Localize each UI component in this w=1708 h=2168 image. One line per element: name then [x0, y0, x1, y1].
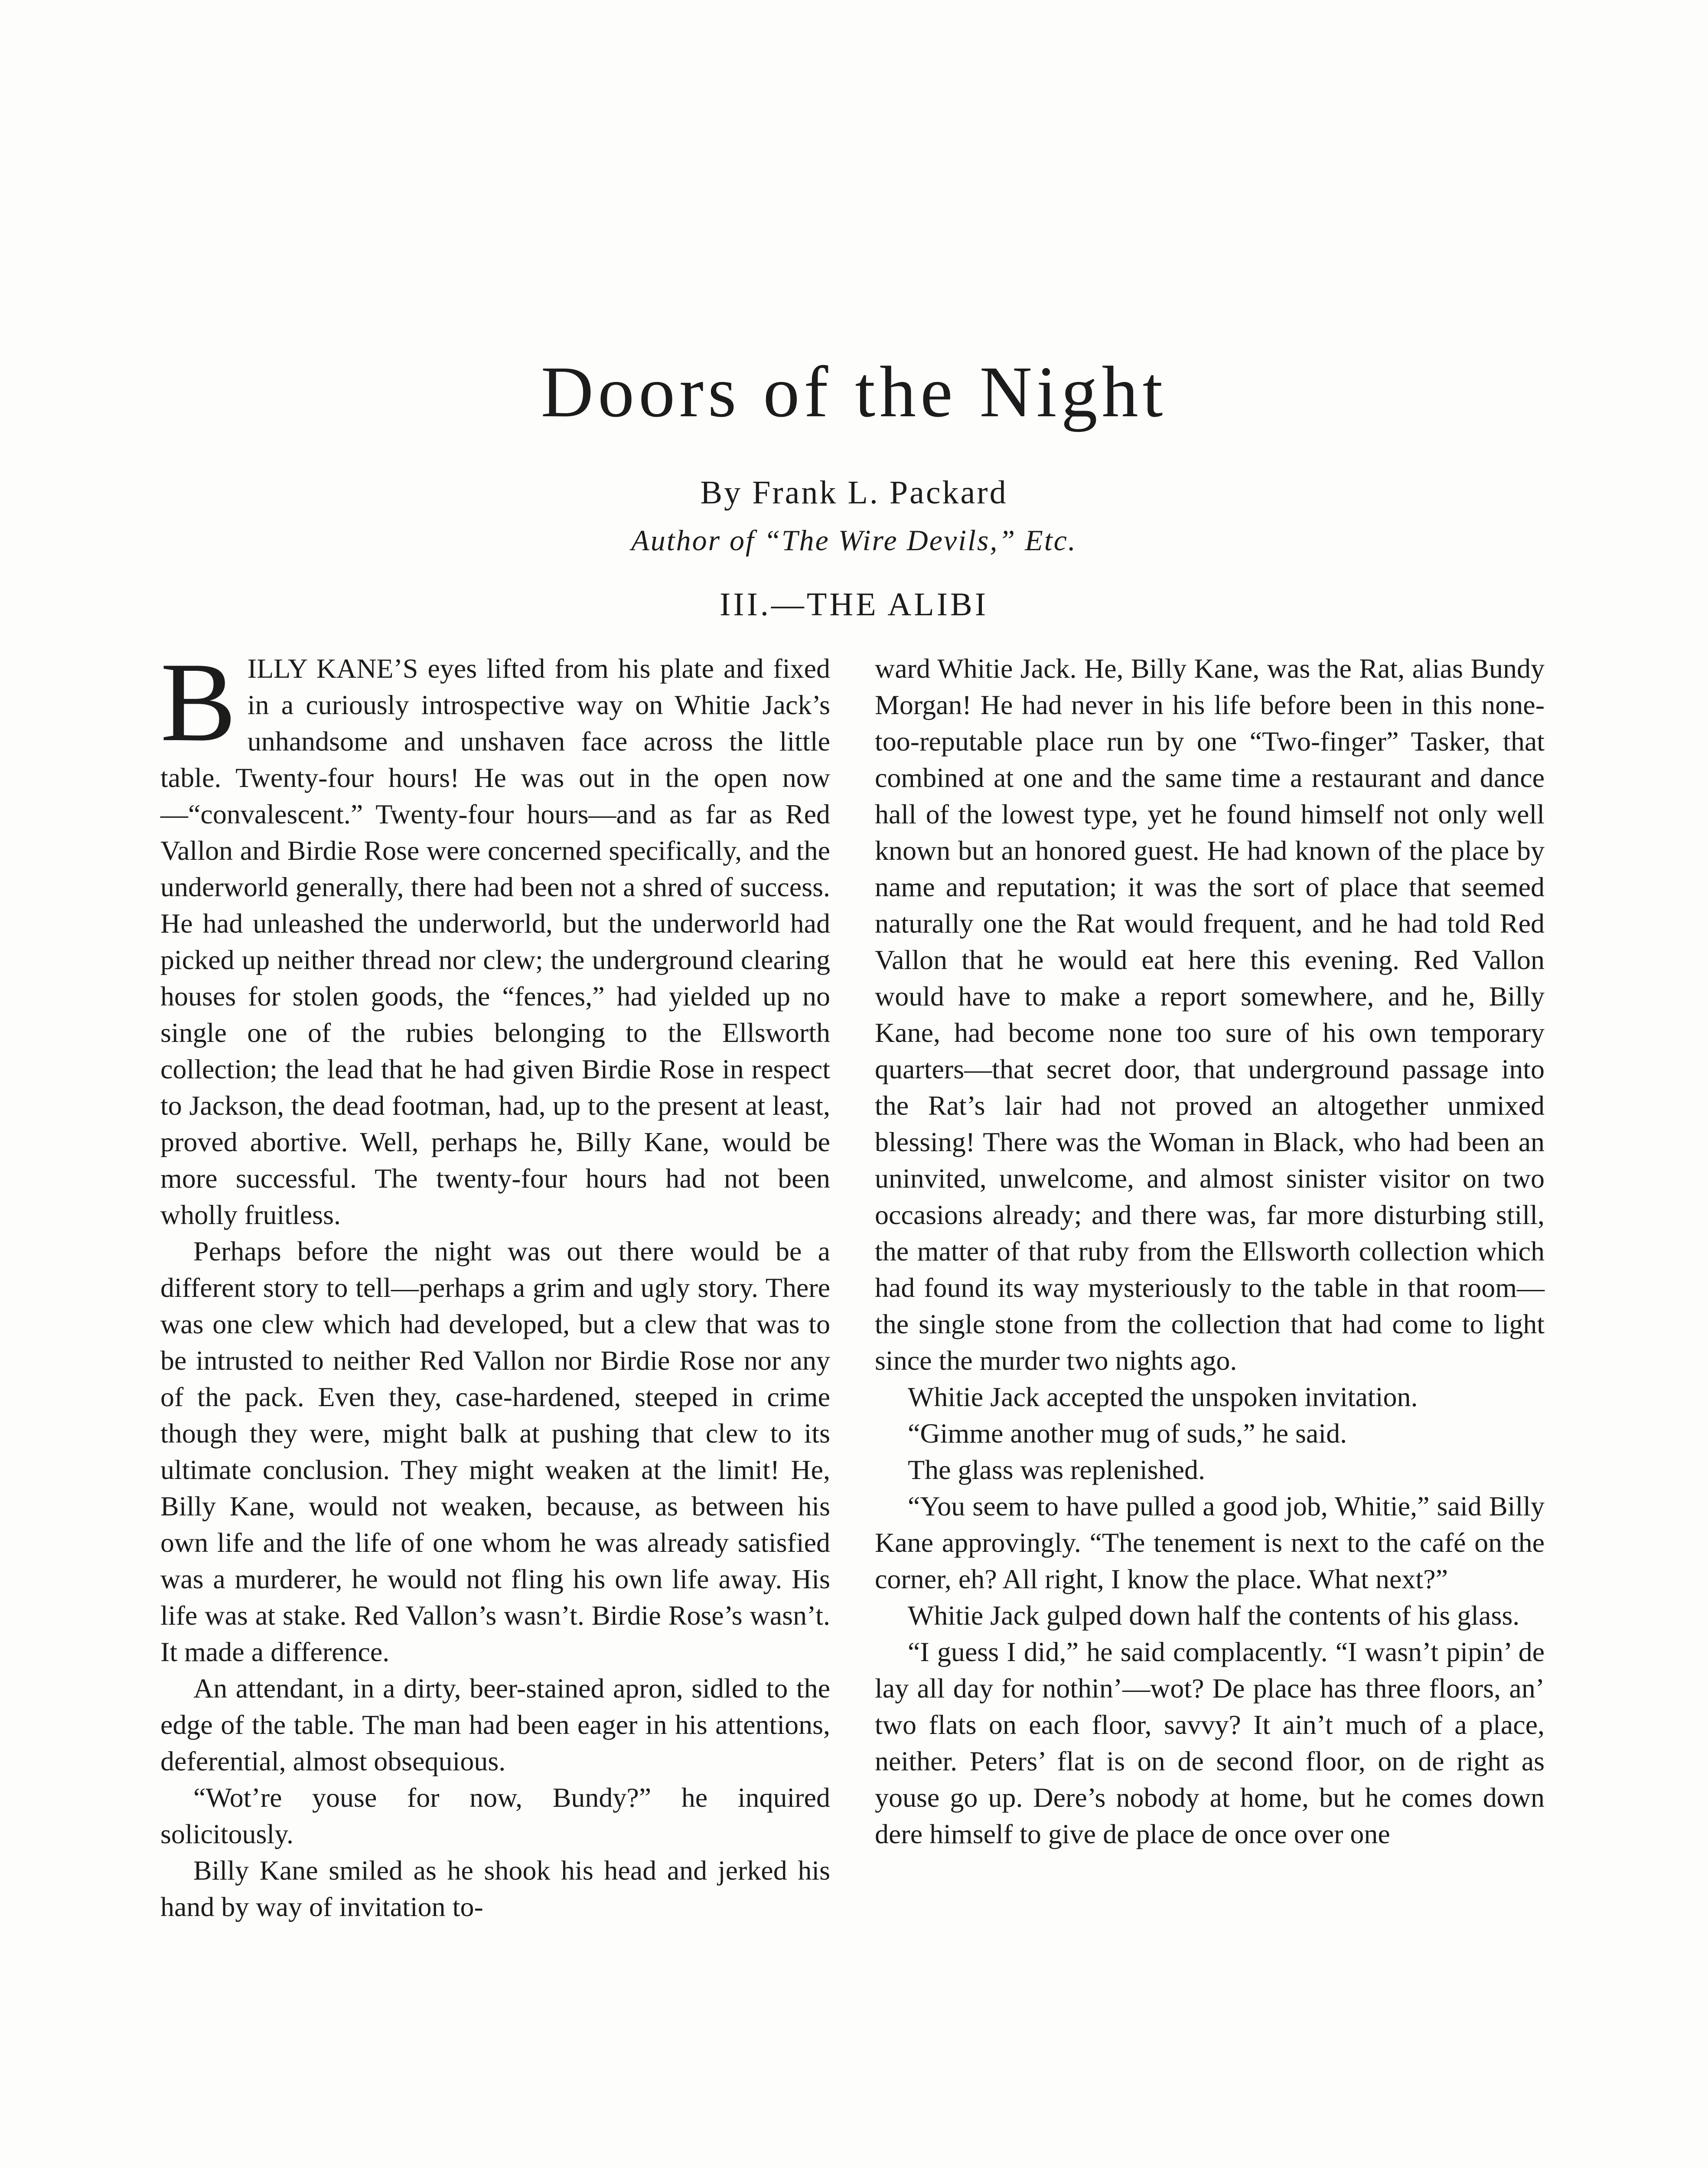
- paragraph: An attendant, in a dirty, beer-stained apron, sidled to the edge of the table. The man had been eager in his attentions, deferential, almost obsequious.: [160, 1673, 830, 1776]
- author-attribution: Author of “The Wire Devils,” Etc.: [631, 524, 1077, 557]
- paragraph: “Gimme another mug of suds,” he said.: [908, 1418, 1347, 1449]
- article-title: Doors of the Night: [541, 352, 1167, 432]
- paragraph: Billy Kane smiled as he shook his head and jerked his hand by way of invitation to-: [160, 1855, 830, 1922]
- paragraph: Perhaps before the night was out there would be a different story to tell—perhaps a grim and ugly story. There was one clew which had developed, but a clew that was to be intrusted to neither Red Vallon nor Birdie Rose nor any of the pack. Even they, case-hardened, steeped in crime though they were, might balk at pushing that clew to its ultimate conclusion. They might weaken at the limit! He, Billy Kane, would not weaken, because, as between his own life and the life of one whom he was already satisfied was a murderer, he would not fling his own life away. His life was at stake. Red Vallon’s wasn’t. Birdie Rose’s wasn’t. It made a difference.: [160, 1236, 830, 1667]
- paragraph: “You seem to have pulled a good job, Whitie,” said Billy Kane approvingly. “The tenement is next to the café on the corner, eh? All right, I know the place. What next?”: [875, 1491, 1545, 1594]
- paragraph: [160, 639, 830, 1233]
- paragraph: The glass was replenished.: [908, 1454, 1206, 1485]
- paragraph: Whitie Jack accepted the unspoken invitation.: [908, 1381, 1418, 1412]
- paragraph: Whitie Jack gulped down half the contents of his glass.: [908, 1600, 1520, 1631]
- paragraph-text: ILLY KANE’S eyes lifted from his plate and fixed in a curiously introspective way on Whitie Jack’s unhandsome and unshaven face across the little table. Twenty-four hours! He was out in the open now—“convalescent.” Twenty-four hours—and as far as Red Vallon and Birdie Rose were concerned specifically, and the underworld generally, there had been not a shred of success. He had unleashed the underworld, but the underworld had picked up neither thread nor clew; the underground clearing houses for stolen goods, the “fences,” had yielded up no single one of the rubies belonging to the Ellsworth collection; the lead that he had given Birdie Rose in respect to Jackson, the dead footman, had, up to the present at least, proved abortive. Well, perhaps he, Billy Kane, would be more successful. The twenty-four hours had not been wholly fruitless.: [160, 653, 830, 1230]
- paragraph: “Wot’re youse for now, Bundy?” he inquired solicitously.: [160, 1782, 830, 1849]
- paragraph: “I guess I did,” he said complacently. “I wasn’t pipin’ de lay all day for nothin’—wot? De place has three floors, an’ two flats on each floor, savvy? It ain’t much of a place, neither. Peters’ flat is on de second floor, on de right as youse go up. Dere’s nobody at home, but he comes down dere himself to give de place de once over one: [875, 1636, 1545, 1849]
- drop-cap: B: [160, 639, 236, 765]
- text-column-right: [875, 650, 1545, 1852]
- article-byline: By Frank L. Packard: [700, 474, 1008, 511]
- paragraph: ward Whitie Jack. He, Billy Kane, was the Rat, alias Bundy Morgan! He had never in his life before been in this none-too-reputable place run by one “Two-finger” Tasker, that combined at one and the same time a restaurant and dance hall of the lowest type, yet he found himself not only well known but an honored guest. He had known of the place by name and reputation; it was the sort of place that seemed naturally one the Rat would frequent, and he had told Red Vallon that he would eat here this evening. Red Vallon would have to make a report somewhere, and he, Billy Kane, had become none too sure of his own temporary quarters—that secret door, that underground passage into the Rat’s lair had not proved an altogether unmixed blessing! There was the Woman in Black, who had been an uninvited, unwelcome, and almost sinister visitor on two occasions already; and there was, far more disturbing still, the matter of that ruby from the Ellsworth collection which had found its way mysteriously to the table in that room—the single stone from the collection that had come to light since the murder two nights ago.: [875, 653, 1545, 1376]
- chapter-heading: III.—THE ALIBI: [719, 586, 989, 623]
- text-column-left: [160, 639, 830, 1925]
